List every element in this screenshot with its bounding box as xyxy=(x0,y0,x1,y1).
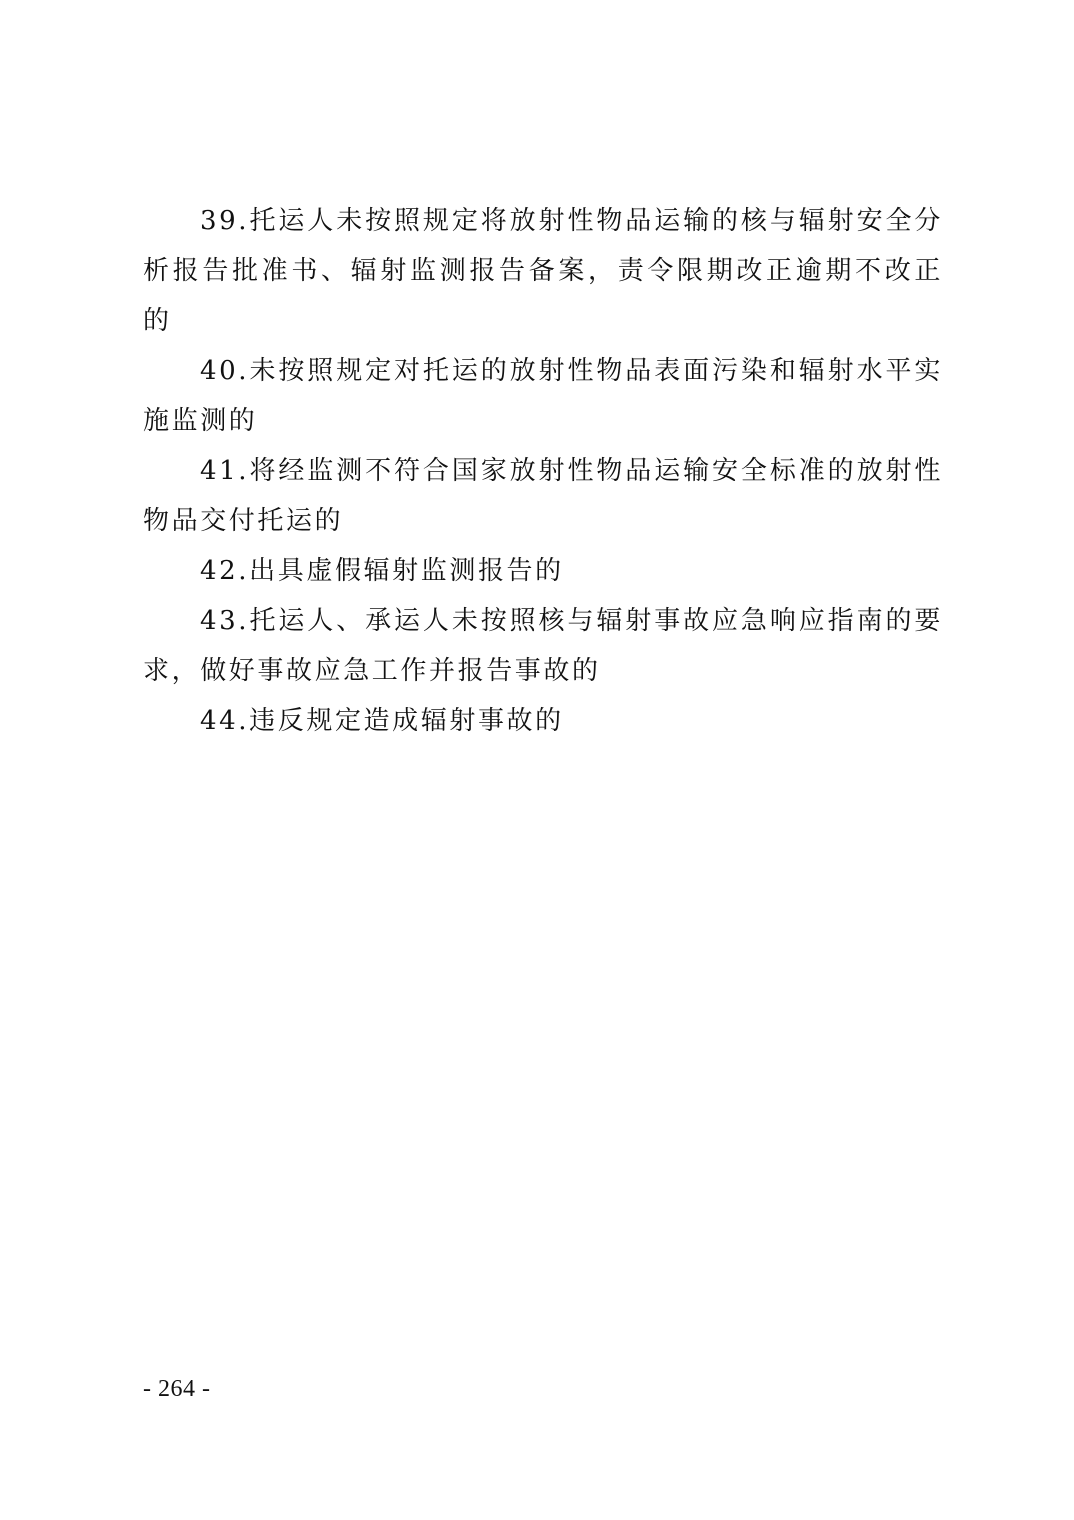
paragraph-item-39: 39.托运人未按照规定将放射性物品运输的核与辐射安全分析报告批准书、辐射监测报告备案，责令限期改正逾期不改正的 xyxy=(143,206,943,336)
document-body xyxy=(143,196,943,746)
paragraph-item-42: 42.出具虚假辐射监测报告的 xyxy=(200,556,564,586)
paragraph-item-40: 40.未按照规定对托运的放射性物品表面污染和辐射水平实施监测的 xyxy=(143,356,943,436)
page-number: - 264 - xyxy=(143,1376,211,1402)
paragraph-item-43: 43.托运人、承运人未按照核与辐射事故应急响应指南的要求，做好事故应急工作并报告事故的 xyxy=(143,606,943,686)
paragraph-item-41: 41.将经监测不符合国家放射性物品运输安全标准的放射性物品交付托运的 xyxy=(143,456,943,536)
paragraph-item-44: 44.违反规定造成辐射事故的 xyxy=(200,706,564,736)
